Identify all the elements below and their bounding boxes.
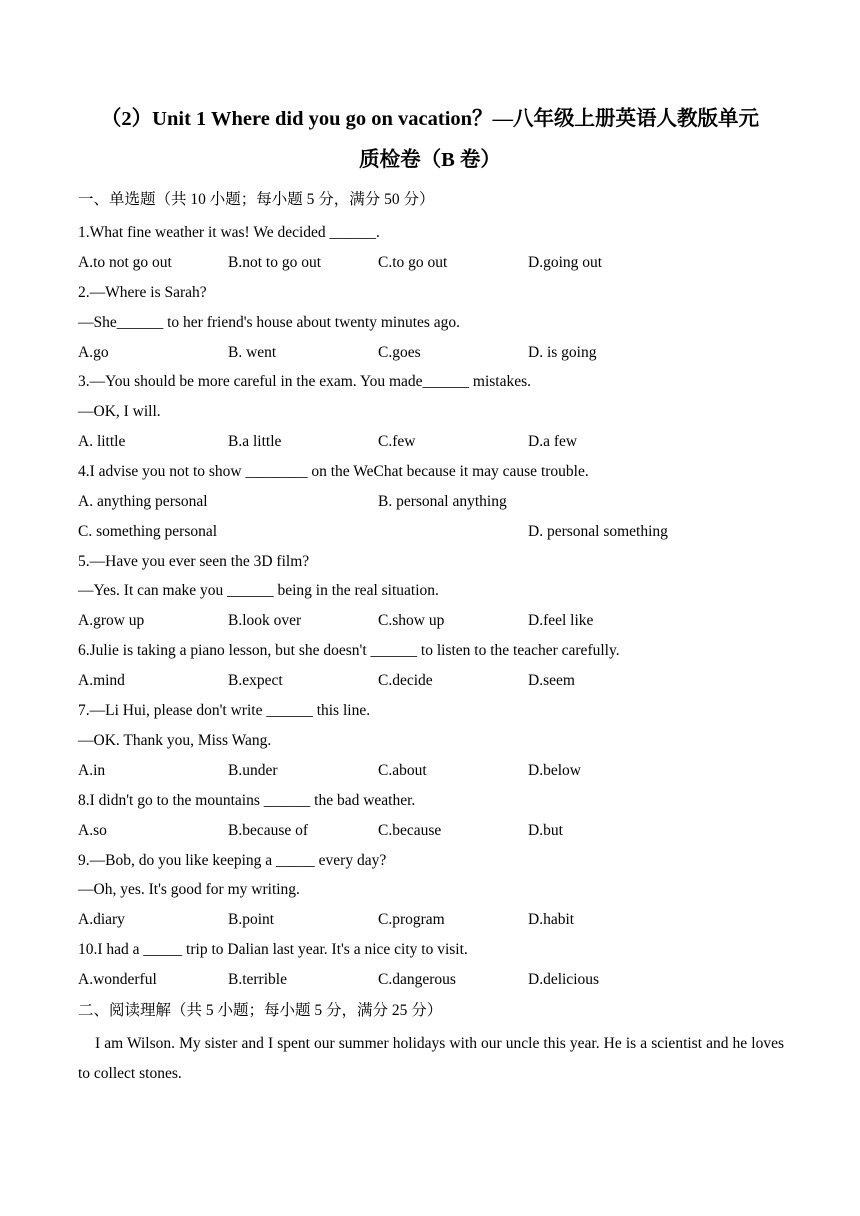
question-5-option-d[interactable]: D.feel like bbox=[528, 612, 594, 629]
question-7-option-a[interactable]: A.in bbox=[78, 762, 106, 779]
question-10-option-d[interactable]: D.delicious bbox=[528, 971, 600, 988]
question-10-option-c[interactable]: C.dangerous bbox=[378, 971, 456, 988]
question-7-stem: 7.—Li Hui, please don't write ______ this line. bbox=[78, 702, 371, 719]
question-3-dialogue: —OK, I will. bbox=[78, 403, 161, 420]
question-1-stem: 1.What fine weather it was! We decided ______. bbox=[78, 224, 380, 241]
question-7-dialogue: —OK. Thank you, Miss Wang. bbox=[78, 732, 272, 749]
question-5-dialogue: —Yes. It can make you ______ being in the real situation. bbox=[78, 582, 439, 599]
question-2-option-c[interactable]: C.goes bbox=[378, 344, 421, 361]
question-8-option-b[interactable]: B.because of bbox=[228, 822, 309, 839]
question-1-option-c[interactable]: C.to go out bbox=[378, 254, 448, 271]
question-8-option-a[interactable]: A.so bbox=[78, 822, 107, 839]
question-5-option-b[interactable]: B.look over bbox=[228, 612, 302, 629]
question-6-option-d[interactable]: D.seem bbox=[528, 672, 575, 689]
question-1-option-b[interactable]: B.not to go out bbox=[228, 254, 322, 271]
question-6-option-a[interactable]: A.mind bbox=[78, 672, 125, 689]
question-10-option-a[interactable]: A.wonderful bbox=[78, 971, 157, 988]
question-3-option-a[interactable]: A. little bbox=[78, 433, 126, 450]
question-7-option-c[interactable]: C.about bbox=[378, 762, 427, 779]
question-4-option-a[interactable]: A. anything personal bbox=[78, 493, 208, 510]
question-5-option-a[interactable]: A.grow up bbox=[78, 612, 145, 629]
question-2-stem: 2.—Where is Sarah? bbox=[78, 284, 207, 301]
question-8-option-d[interactable]: D.but bbox=[528, 822, 563, 839]
question-7-option-d[interactable]: D.below bbox=[528, 762, 581, 779]
question-2-option-d[interactable]: D. is going bbox=[528, 344, 597, 361]
question-2-option-b[interactable]: B. went bbox=[228, 344, 277, 361]
section-1-heading: 一、单选题（共 10 小题；每小题 5 分，满分 50 分） bbox=[78, 191, 435, 208]
question-9-option-d[interactable]: D.habit bbox=[528, 911, 575, 928]
question-3-option-d[interactable]: D.a few bbox=[528, 433, 578, 450]
question-4-stem: 4.I advise you not to show ________ on the WeChat because it may cause trouble. bbox=[78, 463, 589, 480]
question-3-option-b[interactable]: B.a little bbox=[228, 433, 282, 450]
question-10-stem: 10.I had a _____ trip to Dalian last year. It's a nice city to visit. bbox=[78, 941, 468, 958]
question-7-option-b[interactable]: B.under bbox=[228, 762, 278, 779]
question-6-stem: 6.Julie is taking a piano lesson, but she doesn't ______ to listen to the teacher carefully. bbox=[78, 642, 620, 659]
question-2-option-a[interactable]: A.go bbox=[78, 344, 109, 361]
question-3-stem: 3.—You should be more careful in the exam. You made______ mistakes. bbox=[78, 373, 532, 390]
question-5-option-c[interactable]: C.show up bbox=[378, 612, 445, 629]
question-8-stem: 8.I didn't go to the mountains ______ the bad weather. bbox=[78, 792, 416, 809]
section-2-heading: 二、阅读理解（共 5 小题；每小题 5 分，满分 25 分） bbox=[78, 1002, 443, 1019]
question-9-option-a[interactable]: A.diary bbox=[78, 911, 125, 928]
document-title-line-2: 质检卷（B 卷） bbox=[359, 149, 501, 171]
question-9-option-b[interactable]: B.point bbox=[228, 911, 275, 928]
question-4-option-b[interactable]: B. personal anything bbox=[378, 493, 507, 510]
question-3-option-c[interactable]: C.few bbox=[378, 433, 416, 450]
document-title-line-1: （2）Unit 1 Where did you go on vacation？—八年级上册英语人教版单元 bbox=[100, 108, 760, 130]
question-1-option-a[interactable]: A.to not go out bbox=[78, 254, 172, 271]
question-1-option-d[interactable]: D.going out bbox=[528, 254, 603, 271]
question-5-stem: 5.—Have you ever seen the 3D film? bbox=[78, 553, 310, 570]
question-6-option-c[interactable]: C.decide bbox=[378, 672, 433, 689]
question-2-dialogue: —She______ to her friend's house about twenty minutes ago. bbox=[78, 314, 461, 331]
question-4-option-c[interactable]: C. something personal bbox=[78, 523, 218, 540]
question-6-option-b[interactable]: B.expect bbox=[228, 672, 283, 689]
question-9-stem: 9.—Bob, do you like keeping a _____ every day? bbox=[78, 852, 387, 869]
reading-passage: I am Wilson. My sister and I spent our summer holidays with our uncle this year. He is a scientist and he loves to collect stones. bbox=[78, 1035, 784, 1082]
question-4-option-d[interactable]: D. personal something bbox=[528, 523, 668, 540]
question-10-option-b[interactable]: B.terrible bbox=[228, 971, 287, 988]
question-8-option-c[interactable]: C.because bbox=[378, 822, 442, 839]
question-9-option-c[interactable]: C.program bbox=[378, 911, 445, 928]
question-9-dialogue: —Oh, yes. It's good for my writing. bbox=[78, 881, 300, 898]
